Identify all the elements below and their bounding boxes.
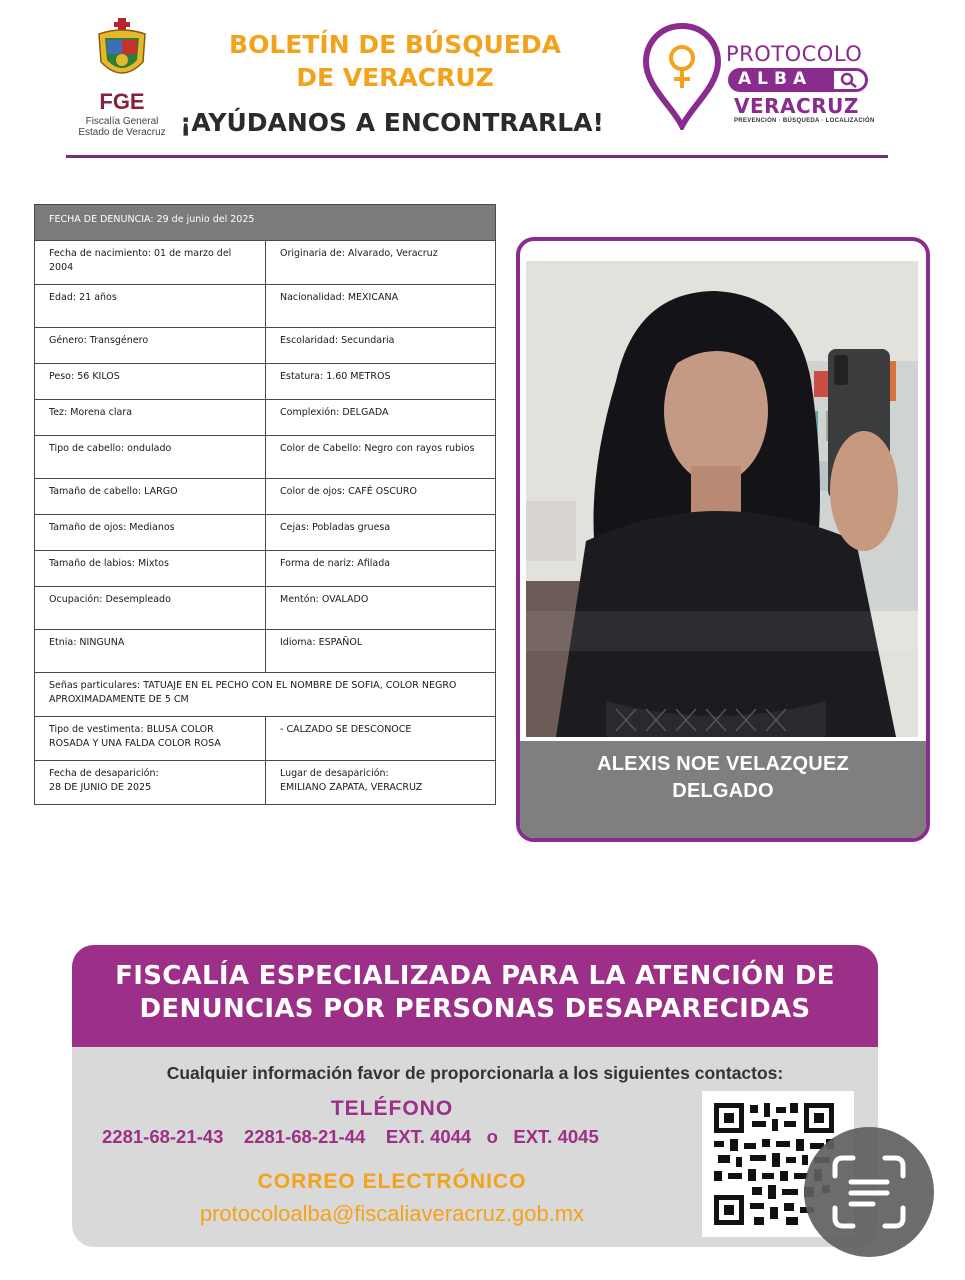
- table-cell: Etnia: NINGUNA: [35, 630, 266, 673]
- table-cell: Edad: 21 años: [35, 285, 266, 328]
- table-cell: Cejas: Pobladas gruesa: [266, 515, 496, 551]
- table-cell: Originaria de: Alvarado, Veracruz: [266, 241, 496, 285]
- table-cell: Tez: Morena clara: [35, 400, 266, 436]
- table-cell: Estatura: 1.60 METROS: [266, 364, 496, 400]
- table-cell: Mentón: OVALADO: [266, 587, 496, 630]
- missing-person-name: ALEXIS NOE VELAZQUEZ DELGADO: [597, 753, 849, 802]
- phone-numbers: 2281-68-21-43 2281-68-21-44 EXT. 4044 o EXT. 4045: [102, 1126, 599, 1147]
- disappearance-place: Lugar de desaparición: EMILIANO ZAPATA, VERACRUZ: [266, 761, 496, 805]
- agency-abbreviation: FGE: [99, 89, 145, 114]
- person-info-table: [34, 204, 496, 805]
- table-cell: Color de ojos: CAFÉ OSCURO: [266, 479, 496, 515]
- email-label: CORREO ELECTRÓNICO: [257, 1170, 527, 1193]
- table-cell: Peso: 56 KILOS: [35, 364, 266, 400]
- lens-scan-button[interactable]: [804, 1127, 934, 1257]
- contact-panel: [72, 945, 878, 1247]
- phone-label: TELÉFONO: [330, 1097, 454, 1120]
- alba-tagline: PREVENCIÓN · BÚSQUEDA · LOCALIZACIÓN: [734, 118, 875, 124]
- alba-text: ALBA: [738, 69, 813, 89]
- protocolo-alba-logo: [642, 22, 882, 132]
- table-cell: Color de Cabello: Negro con rayos rubios: [266, 436, 496, 479]
- table-cell: Idioma: ESPAÑOL: [266, 630, 496, 673]
- lens-scan-icon: [829, 1152, 909, 1232]
- table-cell: Ocupación: Desempleado: [35, 587, 266, 630]
- missing-person-card: [516, 237, 930, 842]
- prosecutor-office-title: FISCALÍA ESPECIALIZADA PARA LA ATENCIÓN DE DENUNCIAS POR PERSONAS DESAPARECIDAS: [115, 961, 835, 1024]
- search-icon: [838, 70, 860, 90]
- title-block: [180, 28, 650, 138]
- veracruz-text: VERACRUZ: [734, 94, 859, 118]
- agency-name: Fiscalía General Estado de Veracruz: [78, 116, 166, 138]
- missing-person-photo: [526, 261, 918, 737]
- table-cell: Tipo de cabello: ondulado: [35, 436, 266, 479]
- table-cell: Forma de nariz: Afilada: [266, 551, 496, 587]
- portrait-image: [526, 261, 918, 737]
- veracruz-shield-icon: [93, 18, 151, 84]
- location-pin-female-icon: [642, 22, 722, 130]
- table-cell: Género: Transgénero: [35, 328, 266, 364]
- table-cell: Escolaridad: Secundaria: [266, 328, 496, 364]
- table-cell: Nacionalidad: MEXICANA: [266, 285, 496, 328]
- table-cell: Tamaño de ojos: Medianos: [35, 515, 266, 551]
- contact-intro: Cualquier información favor de proporcionarla a los siguientes contactos:: [166, 1063, 784, 1083]
- clothing-type: Tipo de vestimenta: BLUSA COLOR ROSADA Y UNA FALDA COLOR ROSA: [35, 717, 266, 761]
- protocolo-text: PROTOCOLO: [726, 42, 863, 66]
- table-cell: Tamaño de cabello: LARGO: [35, 479, 266, 515]
- particular-signs: Señas particulares: TATUAJE EN EL PECHO CON EL NOMBRE DE SOFIA, COLOR NEGRO APROXIMADAMENTE DE 5 CM: [35, 673, 496, 717]
- email-address: protocoloalba@fiscaliaveracruz.gob.mx: [199, 1201, 585, 1226]
- report-date: FECHA DE DENUNCIA: 29 de junio del 2025: [35, 205, 496, 241]
- table-cell: Tamaño de labios: Mixtos: [35, 551, 266, 587]
- table-cell: Complexión: DELGADA: [266, 400, 496, 436]
- footwear: - CALZADO SE DESCONOCE: [266, 717, 496, 761]
- table-cell: Fecha de nacimiento: 01 de marzo del 2004: [35, 241, 266, 285]
- header-divider: [66, 155, 888, 158]
- disappearance-date: Fecha de desaparición: 28 DE JUNIO DE 2025: [35, 761, 266, 805]
- help-title: ¡AYÚDANOS A ENCONTRARLA!: [180, 108, 604, 137]
- bulletin-title: BOLETÍN DE BÚSQUEDA DE VERACRUZ: [229, 30, 561, 92]
- fge-logo: [72, 18, 172, 143]
